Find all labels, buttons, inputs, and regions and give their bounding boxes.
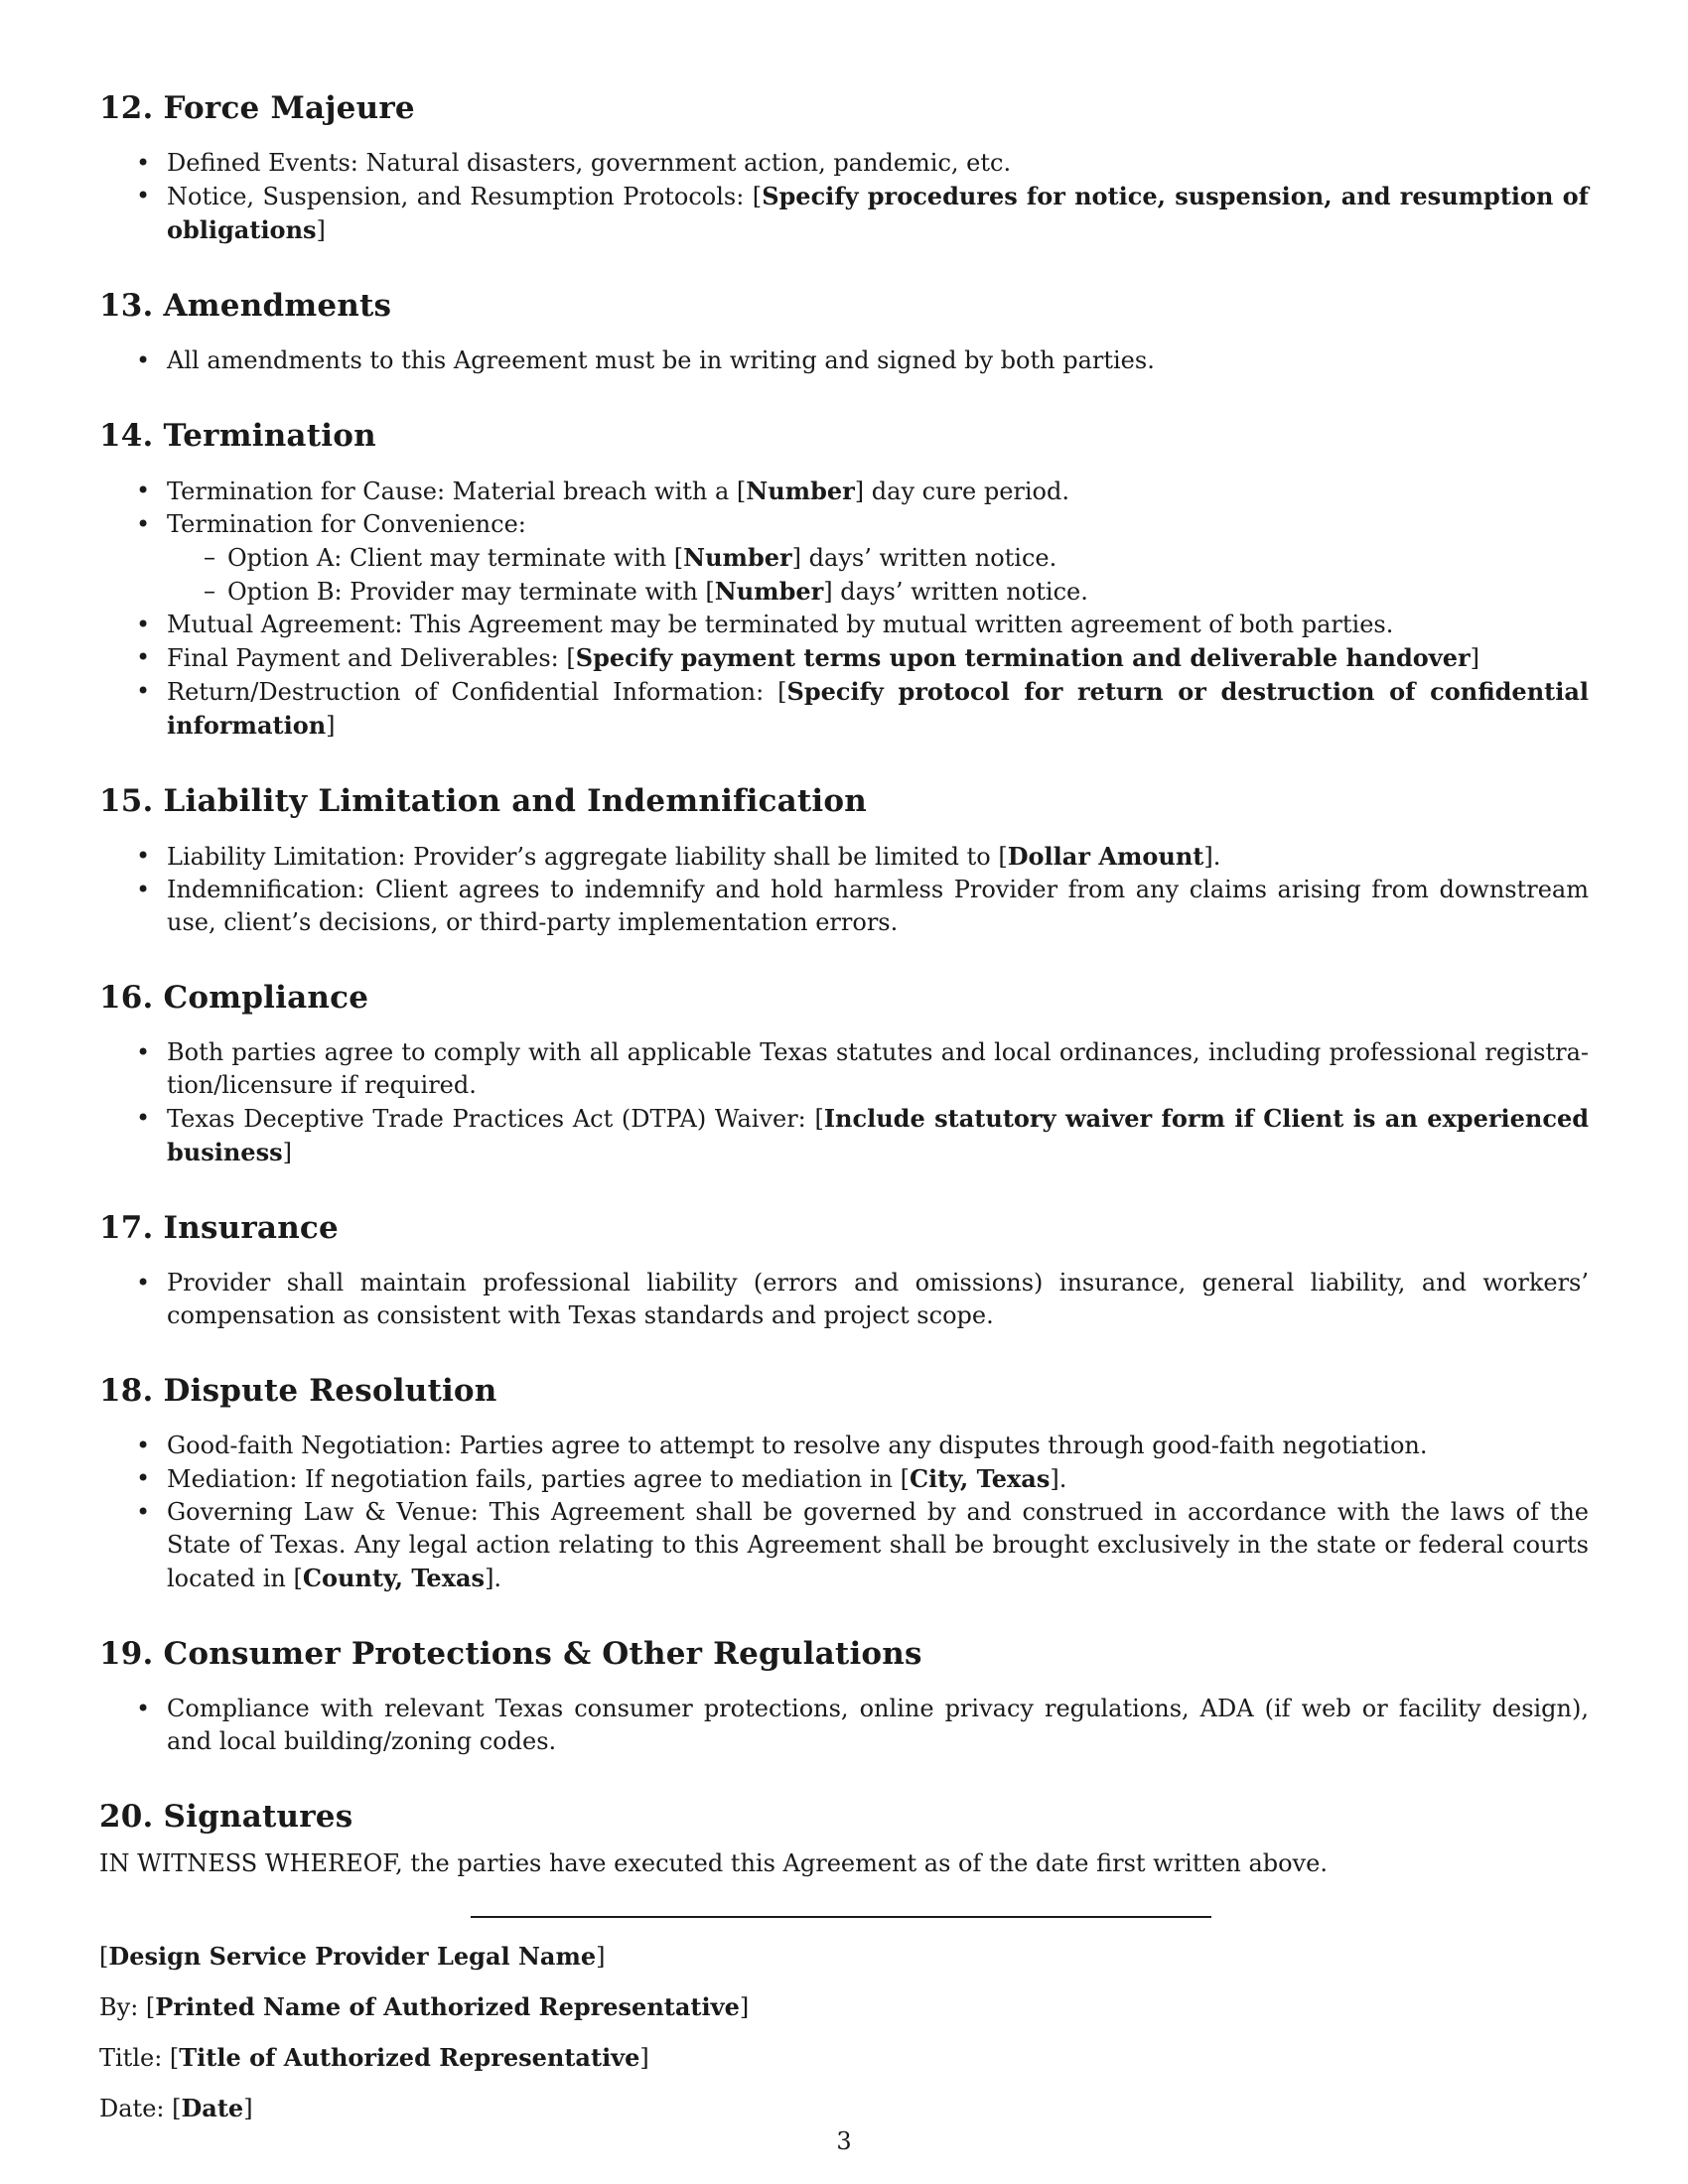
list-item: • Mediation: If negotiation fails, parties agree to mediation in [City, Texas]. bbox=[99, 1462, 1589, 1496]
section-amendments bbox=[99, 285, 1589, 377]
list-item: • Notice, Suspension, and Resumption Protocols: [Specify procedures for notice, suspension, and resumption of obligations] bbox=[99, 180, 1589, 247]
bullet-list bbox=[99, 1430, 1589, 1595]
placeholder-field: Number bbox=[714, 577, 824, 606]
section-termination bbox=[99, 415, 1589, 743]
list-item: • Final Payment and Deliverables: [Specify payment terms upon termination and deliverable handover] bbox=[99, 641, 1589, 675]
section-heading: 16. Compliance bbox=[99, 980, 369, 1016]
list-item: • Mutual Agreement: This Agreement may be terminated by mutual written agreement of both parties. bbox=[99, 609, 1589, 641]
bullet-list bbox=[99, 1036, 1589, 1169]
section-heading: 17. Insurance bbox=[99, 1210, 339, 1246]
section-heading: 18. Dispute Resolution bbox=[99, 1373, 497, 1409]
section-liability bbox=[99, 780, 1589, 939]
list-item: • Texas Deceptive Trade Practices Act (DTPA) Waiver: [Include statutory waiver form if Client is an experienced business] bbox=[99, 1102, 1589, 1169]
section-heading: 13. Amendments bbox=[99, 288, 392, 324]
provider-name-field: [Design Service Provider Legal Name] bbox=[99, 1942, 606, 1971]
list-item: • Indemnification: Client agrees to indemnify and hold harmless Provider from any claims arising from downstream use, client’s decisions, or third-party implementation errors. bbox=[99, 874, 1589, 939]
page-number: 3 bbox=[836, 2127, 852, 2155]
title-field: Title: [Title of Authorized Representative] bbox=[99, 2043, 649, 2072]
list-item: • All amendments to this Agreement must be in writing and signed by both parties. bbox=[99, 344, 1589, 377]
sub-list bbox=[167, 541, 1589, 609]
witness-statement: IN WITNESS WHEREOF, the parties have executed this Agreement as of the date first written above. bbox=[99, 1849, 1328, 1877]
list-item: • Compliance with relevant Texas consumer protections, online privacy regulations, ADA (if web or facility design), and local building/zoning codes. bbox=[99, 1693, 1589, 1758]
list-item: • Termination for Convenience: – Option A: Client may terminate with [Number] days’ written notice. – Option B: Provider may terminate with [Number] days’ written notice. bbox=[99, 508, 1589, 609]
section-heading: 14. Termination bbox=[99, 418, 376, 454]
bullet-list bbox=[99, 475, 1589, 743]
list-item: • Both parties agree to comply with all applicable Texas statutes and local ordinances, including professional registration/licensure if required. bbox=[99, 1036, 1589, 1102]
placeholder-field: Specify procedures for notice, suspension, and resumption of obligations bbox=[167, 182, 1590, 244]
placeholder-field: Include statutory waiver form if Client is an experienced business bbox=[167, 1104, 1589, 1166]
date-field: Date: [Date] bbox=[99, 2094, 253, 2122]
section-signatures bbox=[99, 1796, 1589, 2125]
list-item: • Termination for Cause: Material breach with a [Number] day cure period. bbox=[99, 475, 1589, 508]
section-insurance bbox=[99, 1207, 1589, 1332]
placeholder-field: Specify protocol for return or destruction of confidential information bbox=[167, 677, 1590, 740]
bullet-list bbox=[99, 147, 1589, 247]
sub-list-item: – Option B: Provider may terminate with [Number] days’ written notice. bbox=[167, 575, 1589, 609]
list-item: • Governing Law & Venue: This Agreement shall be governed by and construed in accordance with the laws of the State of Texas. Any legal action relating to this Agreement shall be brought exclusively in the state or federal courts located in [County, Texas]. bbox=[99, 1496, 1589, 1595]
list-item: • Return/Destruction of Confidential Information: [Specify protocol for return or destruction of confidential information] bbox=[99, 675, 1589, 743]
list-item: • Provider shall maintain professional liability (errors and omissions) insurance, general liability, and workers’ compensation as consistent with Texas standards and project scope. bbox=[99, 1267, 1589, 1332]
document-page bbox=[99, 87, 1589, 2163]
list-item: • Defined Events: Natural disasters, government action, pandemic, etc. bbox=[99, 147, 1589, 180]
placeholder-field: City, Texas bbox=[909, 1464, 1051, 1493]
section-compliance bbox=[99, 977, 1589, 1169]
sub-list-item: – Option A: Client may terminate with [Number] days’ written notice. bbox=[167, 541, 1589, 575]
placeholder-field: Number bbox=[746, 477, 855, 505]
placeholder-field: Dollar Amount bbox=[1007, 842, 1204, 871]
placeholder-field: Specify payment terms upon termination and deliverable handover bbox=[575, 643, 1471, 672]
bullet-list bbox=[99, 840, 1589, 939]
bullet-list bbox=[99, 1267, 1589, 1332]
section-consumer-protections bbox=[99, 1633, 1589, 1758]
section-force-majeure bbox=[99, 87, 1589, 247]
section-dispute-resolution bbox=[99, 1370, 1589, 1595]
list-item: • Good-faith Negotiation: Parties agree to attempt to resolve any disputes through good-faith negotiation. bbox=[99, 1430, 1589, 1462]
by-field: By: [Printed Name of Authorized Representative] bbox=[99, 1992, 750, 2021]
section-heading: 19. Consumer Protections & Other Regulations bbox=[99, 1636, 922, 1672]
placeholder-field: Number bbox=[683, 543, 792, 572]
bullet-list bbox=[99, 344, 1589, 377]
section-heading: 20. Signatures bbox=[99, 1799, 353, 1835]
bullet-list bbox=[99, 1693, 1589, 1758]
signature-block bbox=[99, 1940, 1589, 2125]
list-item: • Liability Limitation: Provider’s aggregate liability shall be limited to [Dollar Amount]. bbox=[99, 840, 1589, 874]
section-heading: 12. Force Majeure bbox=[99, 90, 415, 126]
placeholder-field: County, Texas bbox=[302, 1564, 486, 1592]
signature-line bbox=[471, 1916, 1211, 1918]
section-heading: 15. Liability Limitation and Indemnification bbox=[99, 783, 868, 819]
